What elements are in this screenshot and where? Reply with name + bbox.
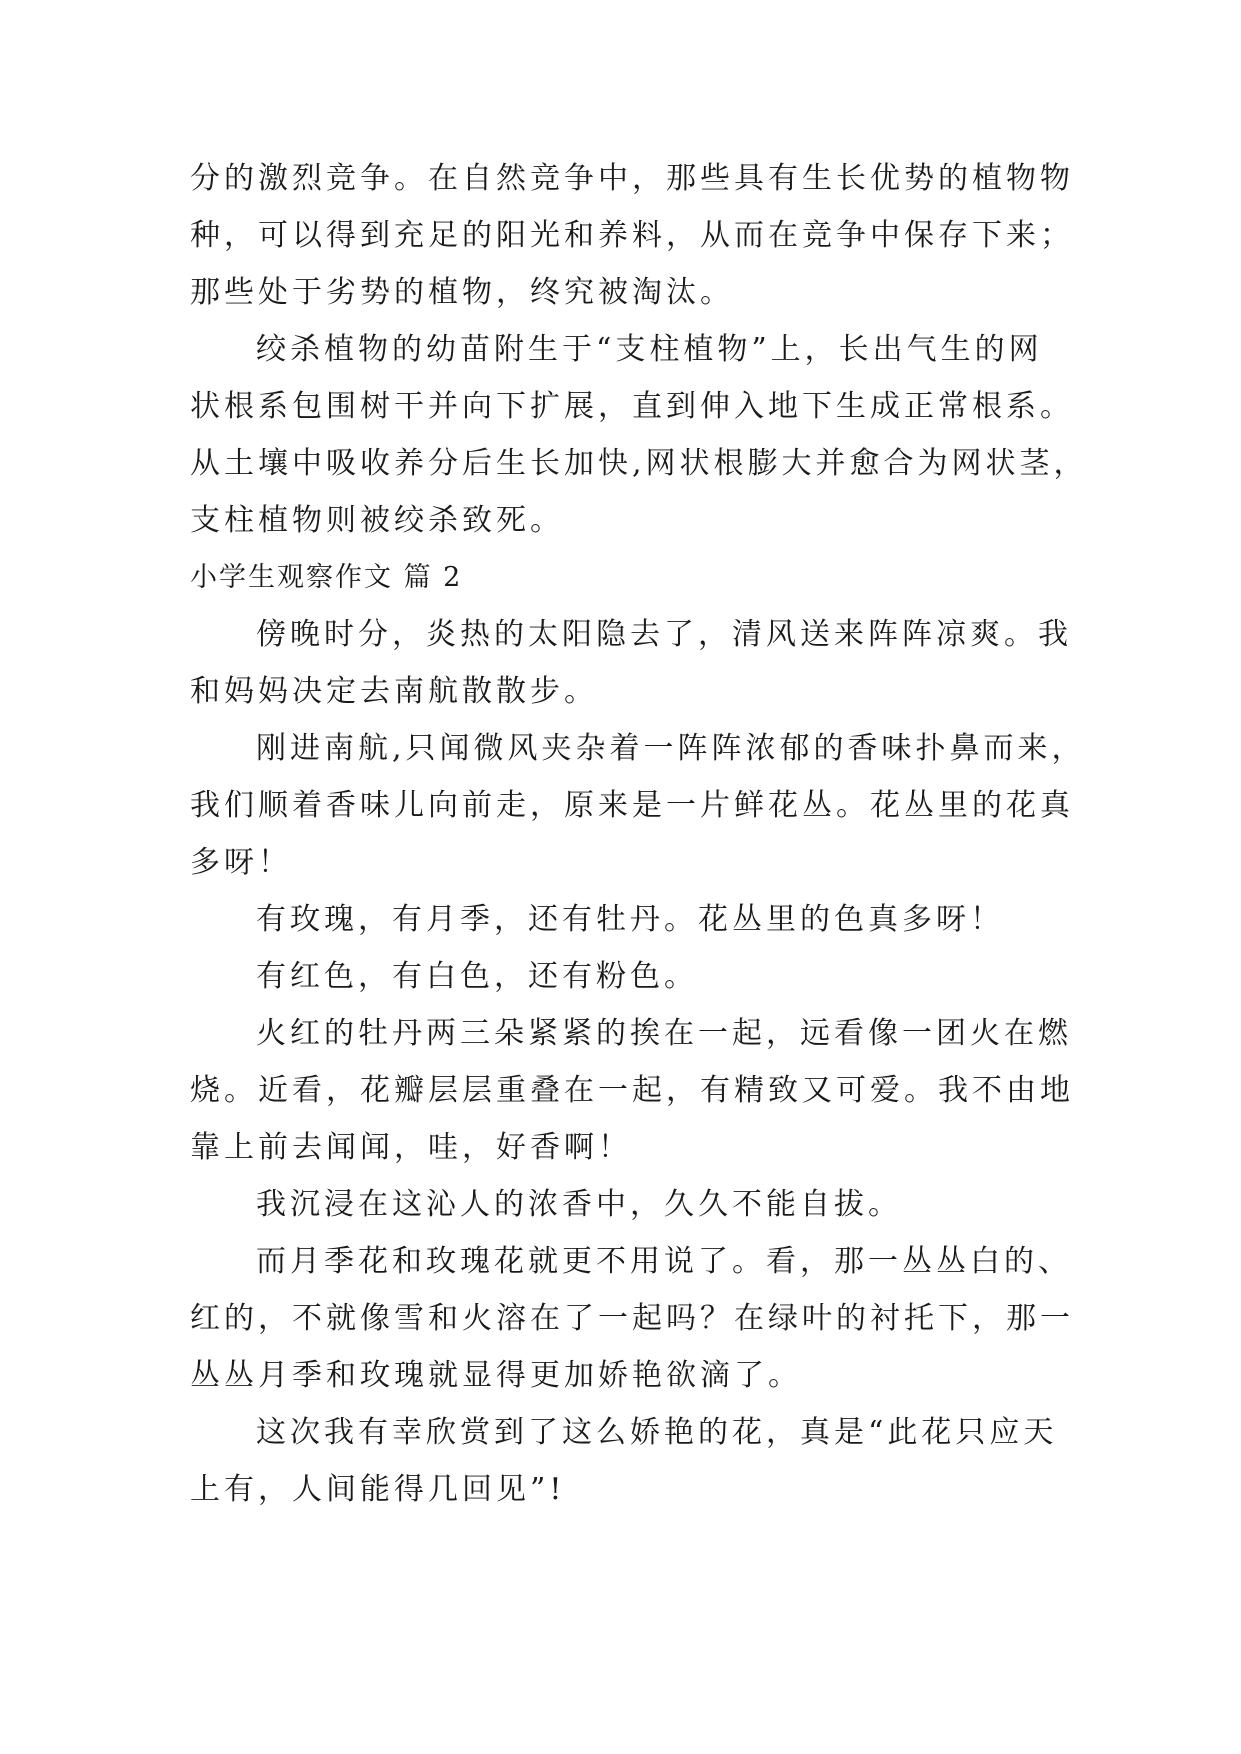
- text-line: 从土壤中吸收养分后生长加快,网状根膨大并愈合为网状茎，: [190, 446, 1088, 481]
- text-line: 多呀！: [190, 845, 292, 880]
- paragraph-first-line: 而月季花和玫瑰花就更不用说了。看，那一丛丛白的、: [256, 1244, 1072, 1279]
- paragraph-first-line: 刚进南航,只闻微风夹杂着一阵阵浓郁的香味扑鼻而来，: [256, 731, 1086, 766]
- text-line: 那些处于劣势的植物，终究被淘汰。: [190, 275, 734, 310]
- paragraph-first-line: 傍晚时分，炎热的太阳隐去了，清风送来阵阵凉爽。我: [256, 617, 1072, 652]
- text-line: 和妈妈决定去南航散散步。: [190, 674, 598, 709]
- text-line: 种，可以得到充足的阳光和养料，从而在竞争中保存下来；: [190, 218, 1074, 253]
- text-line: 红的，不就像雪和火溶在了一起吗？在绿叶的衬托下，那一: [190, 1301, 1074, 1336]
- paragraph-first-line: 有玫瑰，有月季，还有牡丹。花丛里的色真多呀！: [256, 902, 1004, 937]
- text-line: 状根系包围树干并向下扩展，直到伸入地下生成正常根系。: [190, 389, 1074, 424]
- section-heading: 小学生观察作文 篇 2: [190, 562, 463, 593]
- paragraph-first-line: 火红的牡丹两三朵紧紧的挨在一起，远看像一团火在燃: [256, 1016, 1072, 1051]
- text-line: 上有，人间能得几回见”!: [190, 1472, 566, 1507]
- text-line: 烧。近看，花瓣层层重叠在一起，有精致又可爱。我不由地: [190, 1073, 1074, 1108]
- paragraph-first-line: 我沉浸在这沁人的浓香中，久久不能自拔。: [256, 1187, 902, 1222]
- text-line: 支柱植物则被绞杀致死。: [190, 503, 564, 538]
- text-line: 丛丛月季和玫瑰就显得更加娇艳欲滴了。: [190, 1358, 802, 1393]
- text-line: 靠上前去闻闻，哇，好香啊！: [190, 1130, 632, 1165]
- text-line: 分的激烈竞争。在自然竞争中，那些具有生长优势的植物物: [190, 161, 1074, 196]
- paragraph-first-line: 这次我有幸欣赏到了这么娇艳的花，真是“此花只应天: [256, 1415, 1058, 1450]
- paragraph-first-line: 绞杀植物的幼苗附生于“支柱植物”上，长出气生的网: [256, 332, 1043, 367]
- text-line: 我们顺着香味儿向前走，原来是一片鲜花丛。花丛里的花真: [190, 788, 1074, 823]
- paragraph-first-line: 有红色，有白色，还有粉色。: [256, 959, 698, 994]
- document-page: [190, 150, 1088, 1518]
